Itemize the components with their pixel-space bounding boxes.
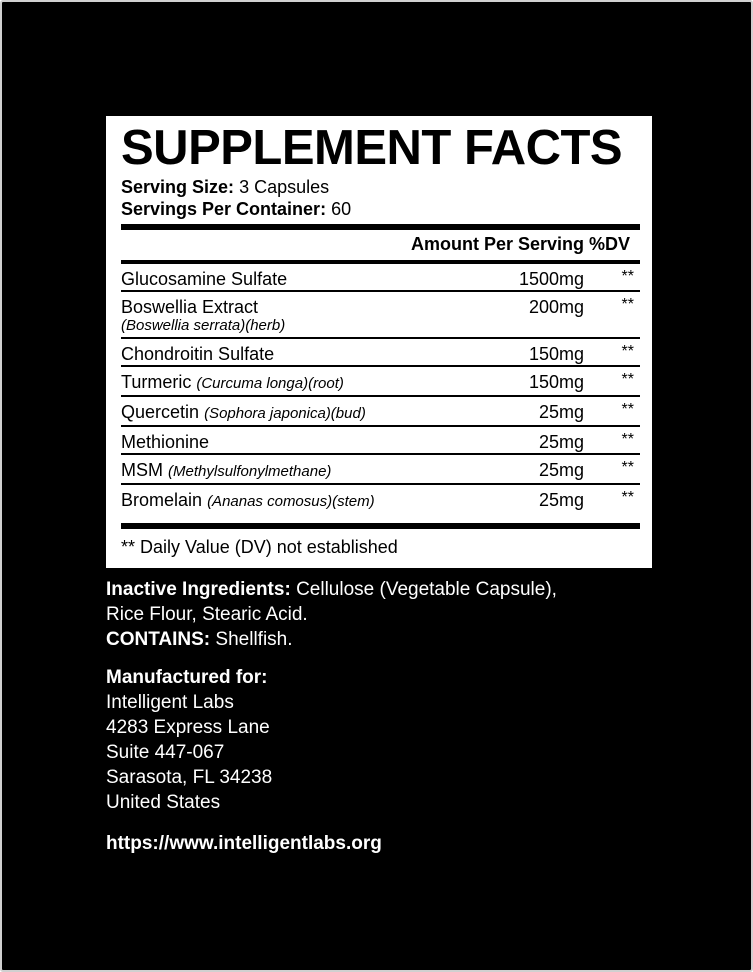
ingredient-dv: ** (621, 431, 634, 448)
ingredient-amount: 1500mg (518, 269, 584, 289)
ingredient-amount: 150mg (528, 344, 584, 364)
ingredient-dv: ** (621, 371, 634, 388)
ingredient-row (121, 427, 640, 455)
facts-title: SUPPLEMENT FACTS (121, 121, 623, 175)
ingredient-name: Quercetin (121, 402, 200, 422)
ingredient-list (121, 264, 640, 513)
address-line: United States (106, 792, 221, 813)
ingredient-name: Chondroitin Sulfate (121, 344, 275, 364)
ingredient-name: Glucosamine Sulfate (121, 269, 288, 289)
ingredient-name: MSM (121, 460, 163, 480)
ingredient-source: (Ananas comosus)(stem) (207, 493, 375, 510)
address-line: Intelligent Labs (106, 692, 234, 713)
serving-size (121, 176, 640, 198)
ingredient-amount: 25mg (538, 432, 584, 452)
ingredient-row (121, 264, 640, 292)
bottom-divider (121, 523, 640, 529)
ingredient-dv: ** (621, 268, 634, 285)
column-header: Amount Per Serving %DV (410, 233, 630, 254)
ingredient-source: (Curcuma longa)(root) (196, 375, 344, 392)
ingredient-source: (Methylsulfonylmethane) (168, 463, 332, 480)
address-line: 4283 Express Lane (106, 717, 270, 738)
ingredient-source: (Boswellia serrata)(herb) (121, 317, 286, 334)
ingredient-row (121, 397, 640, 427)
serving-size-label: Serving Size: (121, 177, 235, 197)
contains (106, 627, 706, 652)
servings-per-container (121, 198, 640, 220)
ingredient-row (121, 455, 640, 485)
inactive-ingredients-label: Inactive Ingredients: (106, 579, 291, 600)
ingredient-amount: 25mg (538, 490, 584, 510)
ingredient-amount: 200mg (528, 297, 584, 317)
ingredient-dv: ** (621, 489, 634, 506)
ingredient-dv: ** (621, 296, 634, 313)
ingredient-row (121, 339, 640, 367)
ingredient-name: Boswellia Extract (121, 297, 259, 317)
servings-per-container-label: Servings Per Container: (121, 199, 327, 219)
ingredient-amount: 25mg (538, 460, 584, 480)
inactive-ingredients-line1: Cellulose (Vegetable Capsule), (296, 579, 557, 600)
ingredient-dv: ** (621, 401, 634, 418)
dv-footnote: ** Daily Value (DV) not established (121, 537, 398, 557)
inactive-ingredients (106, 577, 706, 602)
contains-label: CONTAINS: (106, 629, 211, 650)
address-line: Sarasota, FL 34238 (106, 767, 273, 788)
ingredient-source: (Sophora japonica)(bud) (204, 405, 366, 422)
manufacturer-heading (106, 665, 706, 690)
inactive-ingredients-line2: Rice Flour, Stearic Acid. (106, 604, 308, 625)
manufacturer-label: Manufactured for: (106, 667, 268, 688)
ingredient-amount: 150mg (528, 372, 584, 392)
ingredient-name: Turmeric (121, 372, 192, 392)
ingredient-dv: ** (621, 343, 634, 360)
ingredient-row (121, 292, 640, 339)
product-info (106, 577, 706, 856)
supplement-facts-panel (106, 116, 652, 568)
servings-per-container-value: 60 (331, 199, 352, 219)
ingredient-name: Methionine (121, 432, 210, 452)
address-line: Suite 447-067 (106, 742, 225, 763)
ingredient-amount: 25mg (538, 402, 584, 422)
ingredient-name: Bromelain (121, 490, 203, 510)
ingredient-row (121, 367, 640, 397)
website-url: https://www.intelligentlabs.org (106, 833, 382, 854)
ingredient-dv: ** (621, 459, 634, 476)
serving-size-value: 3 Capsules (239, 177, 330, 197)
ingredient-row (121, 485, 640, 513)
contains-value: Shellfish. (215, 629, 293, 650)
